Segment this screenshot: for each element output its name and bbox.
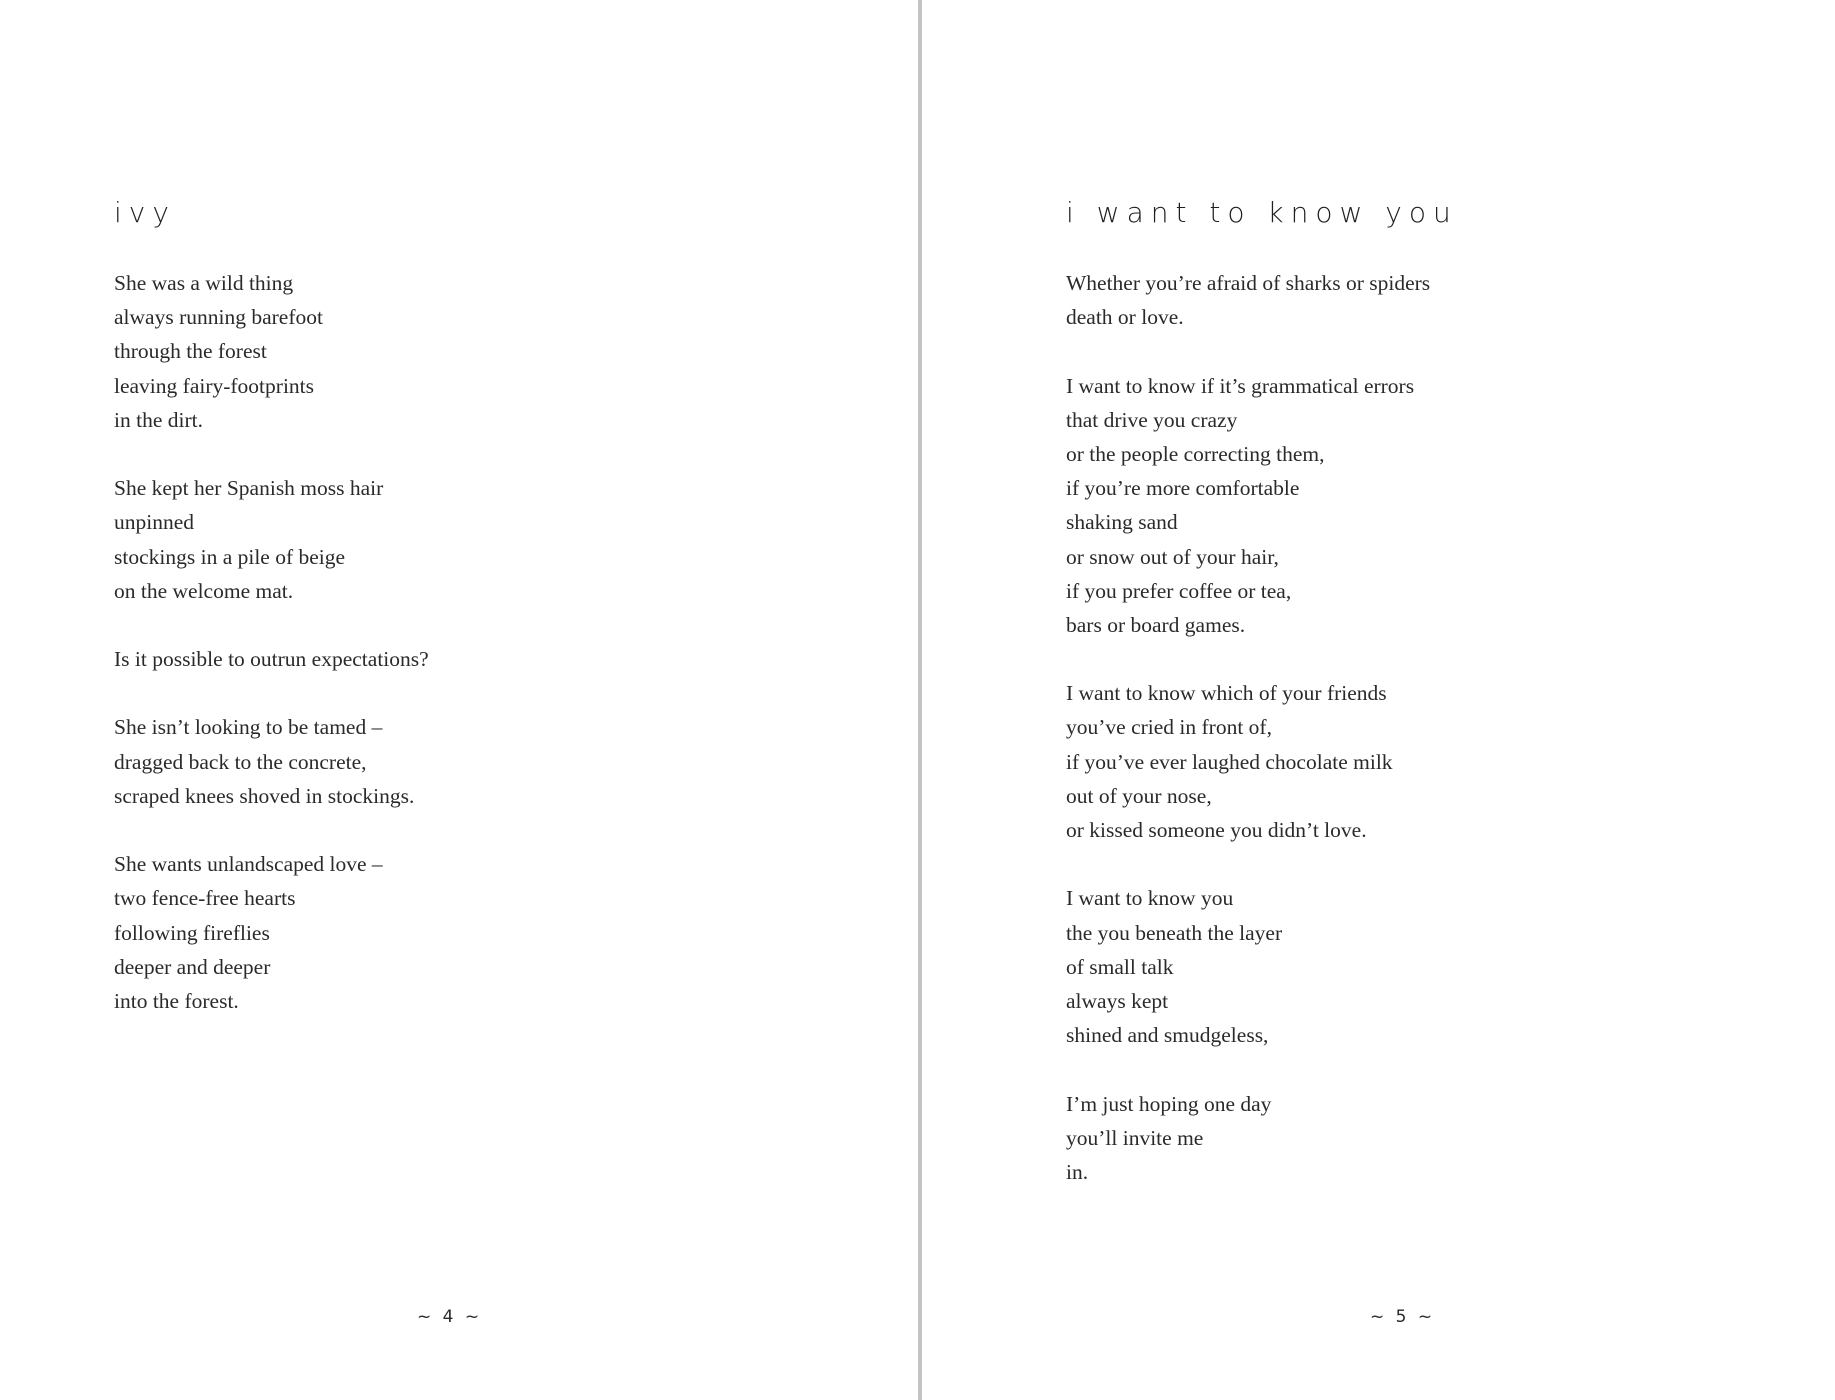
poem-line: She isn’t looking to be tamed – <box>114 715 383 740</box>
poem-line: She kept her Spanish moss hair <box>114 476 384 501</box>
poem-line: if you’re more comfortable <box>1066 476 1300 501</box>
poem-line: I’m just hoping one day <box>1066 1091 1272 1116</box>
poem-line <box>114 813 429 847</box>
poem-line: I want to know you <box>1066 886 1234 911</box>
poem-line: death or love. <box>1066 305 1184 330</box>
poem-line: always kept <box>1066 988 1169 1013</box>
poem-line: in the dirt. <box>114 407 203 432</box>
poem-line: always running barefoot <box>114 305 323 330</box>
poem-line: She wants unlandscaped love – <box>114 852 383 877</box>
poem-body-i-want-to-know-you <box>1066 266 1430 1189</box>
poem-line: on the welcome mat. <box>114 578 294 603</box>
page-number-left: ~ 4 ~ <box>417 1307 483 1327</box>
poem-line: if you’ve ever laughed chocolate milk <box>1066 749 1393 774</box>
poem-line: leaving fairy-footprints <box>114 373 315 398</box>
poem-line: stockings in a pile of beige <box>114 544 346 569</box>
poem-title-i-want-to-know-you: i want to know you <box>1066 196 1458 229</box>
poem-line: that drive you crazy <box>1066 407 1238 432</box>
poem-line: out of your nose, <box>1066 783 1212 808</box>
poem-line: following fireflies <box>114 920 270 945</box>
poem-line: you’ve cried in front of, <box>1066 715 1272 740</box>
poem-line: shined and smudgeless, <box>1066 1023 1269 1048</box>
poem-title-ivy: ivy <box>114 196 176 229</box>
poem-line: or kissed someone you didn’t love. <box>1066 818 1367 842</box>
poem-line: through the forest <box>114 339 267 364</box>
poem-line: I want to know which of your friends <box>1066 681 1387 706</box>
poem-line: if you prefer coffee or tea, <box>1066 578 1292 603</box>
poem-line <box>114 608 429 642</box>
poem-line: the you beneath the layer <box>1066 920 1283 945</box>
poem-line: scraped knees shoved in stockings. <box>114 783 415 808</box>
poem-line <box>1066 1052 1430 1086</box>
poem-line <box>1066 847 1430 881</box>
poem-line: of small talk <box>1066 954 1174 979</box>
poem-line: or the people correcting them, <box>1066 441 1325 466</box>
poem-line: you’ll invite me <box>1066 1125 1204 1150</box>
poem-line: deeper and deeper <box>114 954 271 979</box>
poem-line: two fence-free hearts <box>114 886 296 911</box>
poem-line: shaking sand <box>1066 510 1178 535</box>
poem-line: Whether you’re afraid of sharks or spiders <box>1066 271 1431 295</box>
poem-line: She was a wild thing <box>114 271 294 295</box>
page-number-right: ~ 5 ~ <box>1370 1307 1436 1327</box>
poem-line: I want to know if it’s grammatical errors <box>1066 373 1415 398</box>
poem-line: Is it possible to outrun expectations? <box>114 647 429 672</box>
poem-line <box>114 676 429 710</box>
poem-line: in. <box>1066 1159 1089 1184</box>
poem-line: unpinned <box>114 510 195 535</box>
poem-line: bars or board games. <box>1066 612 1246 637</box>
poem-line: or snow out of your hair, <box>1066 544 1279 569</box>
poem-line <box>114 437 429 471</box>
poem-body-ivy <box>114 266 429 1018</box>
right-page <box>922 0 1835 1400</box>
poem-line: dragged back to the concrete, <box>114 749 367 774</box>
poem-line: into the forest. <box>114 988 239 1013</box>
poem-line <box>1066 334 1430 368</box>
poem-line <box>1066 642 1430 676</box>
